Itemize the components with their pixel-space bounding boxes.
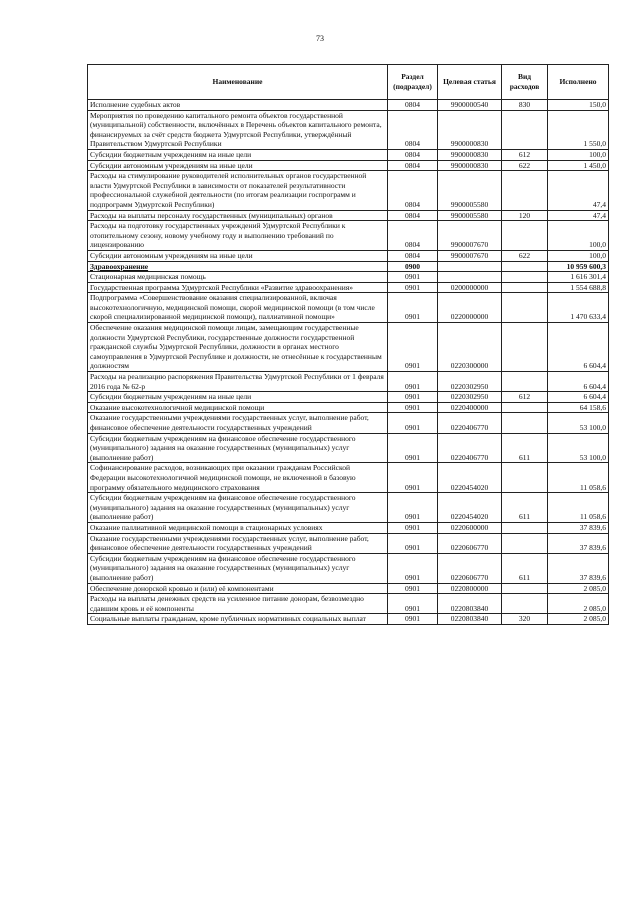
cell-name: Мероприятия по проведению капитального ремонта объектов государственной (муниципальной) собственности, включённых в Перечень объектов капитального ремонта, финансируемых за счёт средств бюджета Удмуртской Республики, утверждённый Правительством Удмуртской Республики: [88, 110, 388, 149]
page-number: 73: [316, 34, 324, 43]
cell-section: 0901: [388, 323, 438, 372]
cell-executed: 100,0: [548, 221, 609, 251]
table-row: [88, 221, 609, 251]
cell-executed: 100,0: [548, 250, 609, 261]
cell-executed: 53 100,0: [548, 413, 609, 433]
cell-target: 0220454020: [438, 493, 502, 523]
cell-name: Здравоохранение: [88, 261, 388, 272]
cell-target: [438, 261, 502, 272]
cell-kind: 320: [502, 614, 548, 625]
cell-name: Субсидии автономным учреждениям на иные цели: [88, 250, 388, 261]
table-body: [88, 100, 609, 625]
cell-name: Подпрограмма «Совершенствование оказания специализированной, включая высокотехнологичную, медицинской помощи, скорой медицинской помощи (в том числе скорой специализированной медицинской помощи), паллиативной помощи»: [88, 293, 388, 323]
table-row: [88, 323, 609, 372]
cell-section: 0901: [388, 463, 438, 493]
table-row: [88, 522, 609, 533]
cell-executed: 6 604,4: [548, 372, 609, 392]
cell-target: 0220400000: [438, 402, 502, 413]
cell-kind: [502, 282, 548, 293]
cell-name: Субсидии бюджетным учреждениям на финансовое обеспечение государственного (муниципального) задания на оказание государственных (муниципальных) услуг (выполнение работ): [88, 553, 388, 583]
table-row: [88, 463, 609, 493]
cell-section: 0901: [388, 522, 438, 533]
table-row: [88, 594, 609, 614]
cell-target: 9900005580: [438, 210, 502, 221]
cell-section: 0804: [388, 210, 438, 221]
cell-executed: 1 616 301,4: [548, 272, 609, 283]
cell-kind: 612: [502, 392, 548, 403]
cell-target: 0220606770: [438, 533, 502, 553]
header-executed: Исполнено: [548, 65, 609, 100]
cell-target: 0220600000: [438, 522, 502, 533]
cell-section: 0901: [388, 272, 438, 283]
cell-name: Субсидии бюджетным учреждениям на финансовое обеспечение государственного (муниципального) задания на оказание государственных (муниципальных) услуг (выполнение работ): [88, 433, 388, 463]
cell-executed: 37 839,6: [548, 553, 609, 583]
cell-kind: [502, 171, 548, 210]
cell-target: 0220406770: [438, 433, 502, 463]
cell-kind: 611: [502, 493, 548, 523]
cell-executed: 11 058,6: [548, 493, 609, 523]
cell-name: Оказание государственными учреждениями государственных услуг, выполнение работ, финансовое обеспечение деятельности государственных учреждений: [88, 413, 388, 433]
cell-kind: [502, 110, 548, 149]
header-target: Целевая статья: [438, 65, 502, 100]
cell-section: 0901: [388, 614, 438, 625]
cell-executed: 6 604,4: [548, 392, 609, 403]
cell-executed: 1 550,0: [548, 110, 609, 149]
cell-target: 9900000830: [438, 149, 502, 160]
cell-executed: 64 158,6: [548, 402, 609, 413]
table-row: [88, 433, 609, 463]
cell-target: 9900000830: [438, 110, 502, 149]
cell-kind: [502, 221, 548, 251]
cell-kind: [502, 261, 548, 272]
cell-name: Стационарная медицинская помощь: [88, 272, 388, 283]
table-row: [88, 553, 609, 583]
cell-executed: 2 085,0: [548, 583, 609, 594]
cell-section: 0901: [388, 594, 438, 614]
cell-name: Расходы на реализацию распоряжения Правительства Удмуртской Республики от 1 февраля 2016 года № 62-р: [88, 372, 388, 392]
header-kind: Вид расходов: [502, 65, 548, 100]
cell-target: 9900000540: [438, 100, 502, 111]
cell-executed: 2 085,0: [548, 594, 609, 614]
cell-executed: 1 554 688,8: [548, 282, 609, 293]
cell-kind: [502, 402, 548, 413]
cell-kind: 622: [502, 160, 548, 171]
cell-name: Оказание паллиативной медицинской помощи в стационарных условиях: [88, 522, 388, 533]
cell-executed: 11 058,6: [548, 463, 609, 493]
cell-target: 0200000000: [438, 282, 502, 293]
cell-kind: [502, 594, 548, 614]
cell-executed: 37 839,6: [548, 533, 609, 553]
cell-name: Обеспечение оказания медицинской помощи лицам, замещающим государственные должности Удмуртской Республики, государственные должности государственной гражданской службы Удмуртской Республики, должности в органах местного самоуправления в Удмуртской Республике и должности, не отнесённые к государственным должностям: [88, 323, 388, 372]
cell-target: 0220803840: [438, 614, 502, 625]
table-row: [88, 100, 609, 111]
cell-section: 0901: [388, 392, 438, 403]
cell-section: 0804: [388, 110, 438, 149]
cell-name: Субсидии бюджетным учреждениям на иные цели: [88, 149, 388, 160]
cell-kind: [502, 522, 548, 533]
table-row: [88, 583, 609, 594]
cell-section: 0901: [388, 293, 438, 323]
cell-target: 0220300000: [438, 323, 502, 372]
cell-kind: 830: [502, 100, 548, 111]
cell-section: 0900: [388, 261, 438, 272]
cell-name: Расходы на выплаты персоналу государственных (муниципальных) органов: [88, 210, 388, 221]
table-row: [88, 210, 609, 221]
cell-name: Исполнение судебных актов: [88, 100, 388, 111]
table-row: [88, 402, 609, 413]
table-row: [88, 493, 609, 523]
cell-kind: [502, 372, 548, 392]
cell-name: Софинансирование расходов, возникающих при оказании гражданам Российской Федерации высокотехнологичной медицинской помощи, не включенной в базовую программу обязательного медицинского страхования: [88, 463, 388, 493]
cell-target: 9900005580: [438, 171, 502, 210]
cell-section: 0804: [388, 149, 438, 160]
table-row: [88, 413, 609, 433]
cell-section: 0901: [388, 413, 438, 433]
cell-target: 0220302950: [438, 372, 502, 392]
cell-section: 0804: [388, 171, 438, 210]
cell-executed: 47,4: [548, 171, 609, 210]
cell-name: Расходы на подготовку государственных учреждений Удмуртской Республики к отопительному сезону, новому учебному году и выполнению требований по лицензированию: [88, 221, 388, 251]
cell-name: Государственная программа Удмуртской Республики «Развитие здравоохранения»: [88, 282, 388, 293]
cell-section: 0901: [388, 533, 438, 553]
cell-executed: 1 470 633,4: [548, 293, 609, 323]
table-row: [88, 171, 609, 210]
cell-kind: [502, 293, 548, 323]
table-row: [88, 149, 609, 160]
cell-kind: 612: [502, 149, 548, 160]
cell-target: 9900007670: [438, 250, 502, 261]
cell-target: 9900000830: [438, 160, 502, 171]
table-row: [88, 533, 609, 553]
budget-table: [87, 64, 609, 625]
cell-kind: 622: [502, 250, 548, 261]
cell-target: [438, 272, 502, 283]
cell-section: 0901: [388, 433, 438, 463]
cell-name: Социальные выплаты гражданам, кроме публичных нормативных социальных выплат: [88, 614, 388, 625]
cell-name: Расходы на выплаты денежных средств на усиленное питание донорам, безвозмездно сдавшим кровь и её компоненты: [88, 594, 388, 614]
cell-name: Субсидии автономным учреждениям на иные цели: [88, 160, 388, 171]
cell-target: 0220800000: [438, 583, 502, 594]
table-row: [88, 372, 609, 392]
cell-name: Субсидии бюджетным учреждениям на финансовое обеспечение государственного (муниципального) задания на оказание государственных (муниципальных) услуг (выполнение работ): [88, 493, 388, 523]
cell-kind: 611: [502, 553, 548, 583]
cell-executed: 2 085,0: [548, 614, 609, 625]
cell-section: 0901: [388, 583, 438, 594]
cell-executed: 100,0: [548, 149, 609, 160]
cell-section: 0901: [388, 402, 438, 413]
table-row: [88, 261, 609, 272]
table-row: [88, 392, 609, 403]
cell-section: 0804: [388, 160, 438, 171]
cell-section: 0804: [388, 100, 438, 111]
cell-target: 0220406770: [438, 413, 502, 433]
header-section: Раздел (подраздел): [388, 65, 438, 100]
cell-kind: 611: [502, 433, 548, 463]
cell-name: Обеспечение донорской кровью и (или) её компонентами: [88, 583, 388, 594]
cell-section: 0901: [388, 553, 438, 583]
cell-kind: [502, 323, 548, 372]
cell-kind: [502, 583, 548, 594]
cell-section: 0804: [388, 221, 438, 251]
cell-executed: 10 959 600,3: [548, 261, 609, 272]
table-row: [88, 110, 609, 149]
cell-target: 0220606770: [438, 553, 502, 583]
cell-executed: 6 604,4: [548, 323, 609, 372]
cell-kind: 120: [502, 210, 548, 221]
cell-executed: 37 839,6: [548, 522, 609, 533]
table-row: [88, 293, 609, 323]
cell-target: 0220000000: [438, 293, 502, 323]
cell-section: 0804: [388, 250, 438, 261]
cell-target: 9900007670: [438, 221, 502, 251]
cell-kind: [502, 463, 548, 493]
cell-target: 0220302950: [438, 392, 502, 403]
cell-executed: 53 100,0: [548, 433, 609, 463]
cell-kind: [502, 533, 548, 553]
cell-name: Оказание высокотехнологичной медицинской помощи: [88, 402, 388, 413]
cell-target: 0220803840: [438, 594, 502, 614]
table-row: [88, 272, 609, 283]
table-header-row: [88, 65, 609, 100]
table-row: [88, 160, 609, 171]
cell-kind: [502, 413, 548, 433]
cell-target: 0220454020: [438, 463, 502, 493]
cell-section: 0901: [388, 372, 438, 392]
header-name: Наименование: [88, 65, 388, 100]
cell-section: 0901: [388, 493, 438, 523]
cell-section: 0901: [388, 282, 438, 293]
cell-name: Расходы на стимулирование руководителей исполнительных органов государственной власти Удмуртской Республики в зависимости от показателей результативности профессиональной служебной деятельности (по итогам реализации госпрограмм и подпрограмм Удмуртской Республики): [88, 171, 388, 210]
table-row: [88, 614, 609, 625]
cell-kind: [502, 272, 548, 283]
cell-executed: 1 450,0: [548, 160, 609, 171]
table-row: [88, 250, 609, 261]
table-row: [88, 282, 609, 293]
cell-executed: 47,4: [548, 210, 609, 221]
cell-executed: 150,0: [548, 100, 609, 111]
cell-name: Оказание государственными учреждениями государственных услуг, выполнение работ, финансовое обеспечение деятельности государственных учреждений: [88, 533, 388, 553]
cell-name: Субсидии бюджетным учреждениям на иные цели: [88, 392, 388, 403]
